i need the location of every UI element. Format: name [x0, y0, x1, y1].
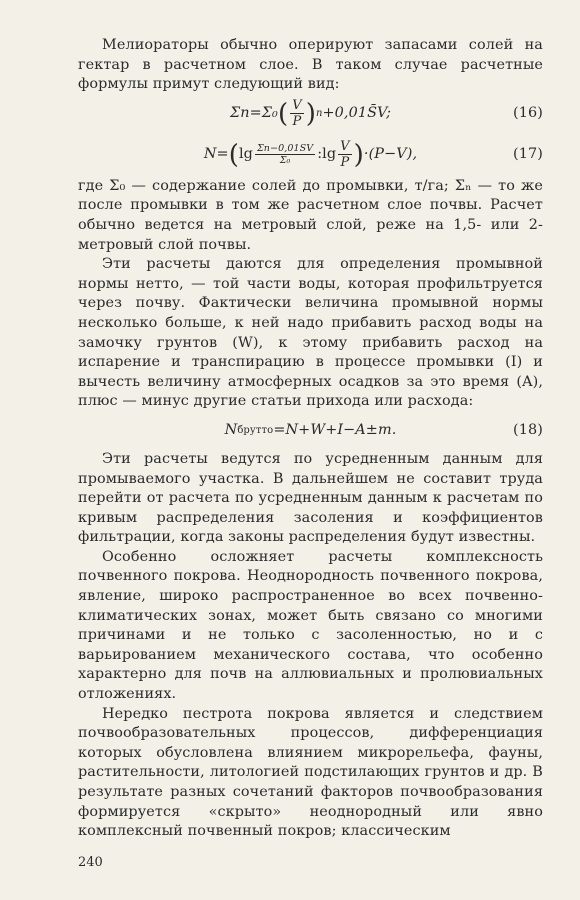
eq16-paren-close: ) — [305, 98, 316, 129]
paragraph-4: Эти расчеты ведутся по усредненным данным для промываемого участка. В дальнейшем не составит труда перейти от расчета по усредненным данным к расчетам по кривым распределения засоления и коэффициентов фильтрации, когда законы распределения будут известны. — [78, 450, 543, 546]
paragraph-2: где Σ₀ — содержание солей до промывки, т/га; Σₙ — то же после промывки в том же расчетном слое почвы. Расчет обычно ведется на метровый слой, реже на 1,5- или 2-метровый слой почвы. — [78, 177, 543, 253]
equation-18 — [78, 412, 543, 450]
eq17-lg1: lg — [238, 145, 253, 162]
eq16-frac-num: V — [292, 98, 302, 114]
text-column — [78, 36, 543, 842]
eq16-paren-open: ( — [277, 98, 289, 129]
eq17-fraction-1 — [255, 143, 315, 166]
eq16-exponent: n — [315, 107, 323, 119]
eq17-frac1-num: Σn−0,01SV — [256, 143, 314, 155]
equation-17 — [78, 133, 543, 177]
eq18-lhs-sub: брутто — [237, 425, 274, 437]
eq16-lhs: Σn — [229, 104, 250, 121]
equation-16 — [78, 95, 543, 133]
eq16-frac-den: P — [292, 114, 302, 130]
eq17-lg2: lg — [322, 145, 337, 162]
eq17-lhs: N — [203, 145, 217, 162]
eq17-tail: ·(P−V), — [363, 145, 418, 162]
eq17-colon: : — [317, 145, 323, 162]
eq18-number: (18) — [513, 422, 543, 439]
eq17-paren-close: ) — [353, 139, 364, 170]
eq16-tail: +0,01S̄V; — [322, 104, 392, 121]
page-number: 240 — [78, 855, 103, 870]
paragraph-5: Особенно осложняет расчеты комплексность почвенного покрова. Неоднородность почвенного покрова, явление, широко распространенное во всех почвенно-климатических зонах, может быть связано со многими причинами и не только с засоленностью, но и с варьированием механического состава, что особенно характерно для почв на аллювиальных и пролювиальных отложениях. — [78, 548, 543, 703]
eq18-lhs: N — [224, 422, 238, 439]
eq17-paren-open: ( — [228, 139, 239, 170]
paragraph-3: Эти расчеты даются для определения промывной нормы нетто, — той части воды, которая профильтруется через почву. Фактически величина промывной нормы несколько больше, к ней надо прибавить расход воды на замочку грунтов (W), к этому прибавить расход на испарение и транспирацию в процессе промывки (I) и вычесть величину атмосферных осадков за это время (A), плюс — минус другие статьи прихода или расхода: — [78, 256, 543, 410]
eq16-number: (16) — [513, 104, 543, 121]
eq17-frac2-num: V — [340, 139, 350, 155]
eq18-rhs: =N+W+I−A±m. — [273, 422, 397, 439]
eq17-frac2-den: P — [340, 155, 350, 171]
paragraph-1: Мелиораторы обычно оперируют запасами солей на гектар в расчетном слое. В таком случае расчетные формулы примут следующий вид: — [78, 37, 543, 93]
paragraph-6: Нередко пестрота покрова является и следствием почвообразовательных процессов, дифференциация которых обусловлена влиянием микрорельефа, фауны, растительности, литологией подстилающих грунтов и др. В результате разных сочетаний факторов почвообразования формируется «скрыто» неоднородный или явно комплексный почвенный покров; классическим — [78, 705, 543, 840]
eq17-fraction-2 — [338, 139, 352, 170]
eq17-equals: = — [216, 145, 229, 162]
eq17-frac1-den: Σ₀ — [279, 155, 291, 167]
eq17-number: (17) — [513, 145, 543, 162]
eq16-fraction — [290, 98, 304, 129]
eq16-equals: = — [249, 104, 262, 121]
eq16-sigma0: Σ₀ — [261, 104, 278, 121]
